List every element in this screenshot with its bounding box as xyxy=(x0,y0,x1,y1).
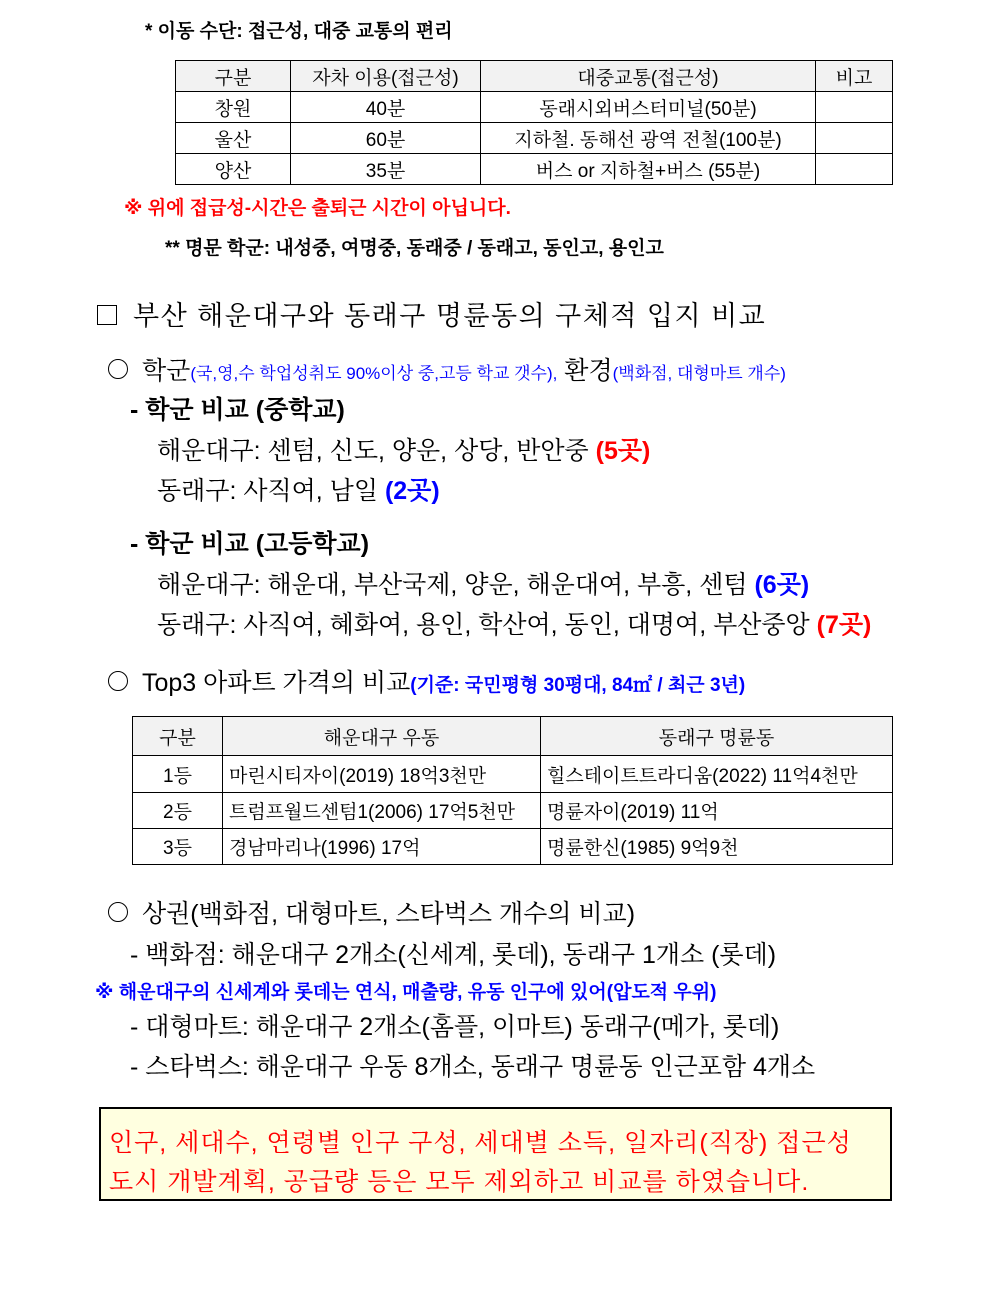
mart-line: - 대형마트: 해운대구 2개소(홈플, 이마트) 동래구(메가, 롯데) xyxy=(130,1013,780,1041)
dept-store-line: - 백화점: 해운대구 2개소(신세계, 롯데), 동래구 1개소 (롯데) xyxy=(130,941,777,969)
col-header: 대중교통(접근성) xyxy=(481,61,816,92)
label: 환경 xyxy=(564,357,613,385)
criteria: (기준: 국민평형 30평대, 84㎡ / 최근 3년) xyxy=(410,675,746,696)
text: 해운대구: 해운대, 부산국제, 양운, 해운대여, 부흥, 센텀 xyxy=(157,571,748,599)
disclaimer-box xyxy=(99,1107,892,1201)
cell: 울산 xyxy=(176,123,291,154)
cell: 동래시외버스터미널(50분) xyxy=(481,92,816,123)
prestige-schools: ** 명문 학군: 내성중, 여명중, 동래중 / 동래고, 동인고, 용인고 xyxy=(165,238,664,259)
text: 상권(백화점, 대형마트, 스타벅스 개수의 비교) xyxy=(142,900,636,928)
table-row xyxy=(133,829,893,865)
count: (5곳) xyxy=(595,437,651,465)
high-dongnae xyxy=(157,613,871,638)
transport-heading: * 이동 수단: 접근성, 대중 교통의 편리 xyxy=(145,21,453,42)
cell: 40분 xyxy=(291,92,481,123)
cell: 3등 xyxy=(133,829,223,865)
table-row xyxy=(176,154,893,185)
transport-note: ※ 위에 접급성-시간은 출퇴근 시간이 아닙니다. xyxy=(124,198,511,219)
disclaimer-line: 도시 개발계획, 공급량 등은 모두 제외하고 비교를 하였습니다. xyxy=(109,1168,810,1196)
cell: 35분 xyxy=(291,154,481,185)
cell: 명륜한신(1985) 9억9천 xyxy=(541,829,893,865)
label: 학군 xyxy=(142,357,191,385)
starbucks-line: - 스타벅스: 해운대구 우동 8개소, 동래구 명륜동 인근포함 4개소 xyxy=(130,1053,816,1081)
count: (7곳) xyxy=(816,611,872,639)
middle-dongnae xyxy=(157,479,440,504)
dept-store-note: ※ 해운대구의 신세계와 롯데는 연식, 매출량, 유동 인구에 있어(압도적 우위) xyxy=(95,982,717,1003)
count: (6곳) xyxy=(754,571,810,599)
table-row xyxy=(176,123,893,154)
cell: 명륜자이(2019) 11억 xyxy=(541,793,893,829)
count: (2곳) xyxy=(384,477,440,505)
cell: 트럼프월드센텀1(2006) 17억5천만 xyxy=(223,793,541,829)
cell: 힐스테이트트라디움(2022) 11억4천만 xyxy=(541,756,893,793)
col-header: 구분 xyxy=(133,717,223,756)
section-title: 부산 해운대구와 동래구 명륜동의 구체적 입지 비교 xyxy=(133,301,767,331)
cell xyxy=(816,92,893,123)
detail: (국,영,수 학업성취도 90%이상 중,고등 학교 갯수), xyxy=(190,364,558,383)
cell xyxy=(816,154,893,185)
text: 동래구: 사직여, 남일 xyxy=(157,477,378,505)
cell: 양산 xyxy=(176,154,291,185)
cell: 60분 xyxy=(291,123,481,154)
cell: 버스 or 지하철+버스 (55분) xyxy=(481,154,816,185)
cell: 1등 xyxy=(133,756,223,793)
middle-haeundae xyxy=(157,439,650,464)
text: 해운대구: 센텀, 신도, 양운, 상당, 반안중 xyxy=(157,437,589,465)
cell: 창원 xyxy=(176,92,291,123)
commerce-title-line xyxy=(108,902,635,927)
cell: 2등 xyxy=(133,793,223,829)
high-haeundae xyxy=(157,573,809,598)
text: Top3 아파트 가격의 비교 xyxy=(142,669,411,697)
cell: 마린시티자이(2019) 18억3천만 xyxy=(223,756,541,793)
disclaimer-line: 인구, 세대수, 연령별 인구 구성, 세대별 소득, 일자리(직장) 접근성 xyxy=(109,1129,852,1157)
col-header: 자차 이용(접근성) xyxy=(291,61,481,92)
table-row xyxy=(133,793,893,829)
circle-bullet-icon xyxy=(108,671,128,691)
apartment-title-line xyxy=(108,671,745,696)
school-env-line xyxy=(108,359,786,384)
text: 동래구: 사직여, 혜화여, 용인, 학산여, 동인, 대명여, 부산중앙 xyxy=(157,611,810,639)
table-row xyxy=(176,92,893,123)
col-header: 비고 xyxy=(816,61,893,92)
col-header: 구분 xyxy=(176,61,291,92)
table-row xyxy=(133,756,893,793)
cell: 경남마리나(1996) 17억 xyxy=(223,829,541,865)
circle-bullet-icon xyxy=(108,359,128,379)
cell: 지하철. 동해선 광역 전철(100분) xyxy=(481,123,816,154)
col-header: 해운대구 우동 xyxy=(223,717,541,756)
high-school-title: - 학군 비교 (고등학교) xyxy=(130,530,370,558)
apartment-table xyxy=(132,716,893,865)
checkbox-square-icon xyxy=(97,305,117,325)
transport-table xyxy=(175,60,893,185)
col-header: 동래구 명륜동 xyxy=(541,717,893,756)
section-title-line xyxy=(97,303,766,330)
middle-school-title: - 학군 비교 (중학교) xyxy=(130,396,345,424)
cell xyxy=(816,123,893,154)
circle-bullet-icon xyxy=(108,902,128,922)
detail: (백화점, 대형마트 개수) xyxy=(612,364,786,383)
